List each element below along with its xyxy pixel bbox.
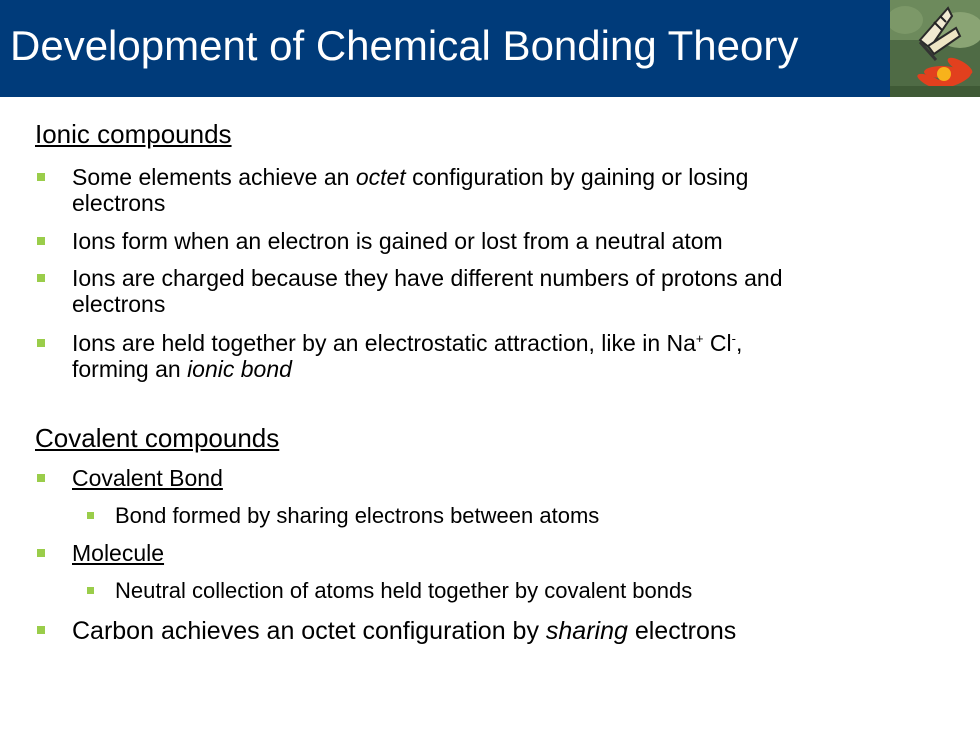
ionic-bullet-octet: Some elements achieve an octet configuration by gaining or losing electrons	[72, 164, 942, 216]
covalent-bullet-molecule: Molecule	[72, 540, 942, 566]
ionic-bullet-held-together: Ions are held together by an electrostatic attraction, like in Na+ Cl-, forming an ionic bond	[72, 330, 942, 382]
bullet-square-icon	[87, 587, 94, 594]
ionic-heading: Ionic compounds	[35, 119, 232, 149]
title-bar	[0, 0, 890, 97]
covalent-bullet-carbon: Carbon achieves an octet configuration by sharing electrons	[72, 617, 942, 645]
bullet-square-icon	[37, 237, 45, 245]
covalent-sub-bullet-bond-formed: Bond formed by sharing electrons between atoms	[115, 503, 945, 529]
bullet-square-icon	[37, 474, 45, 482]
ionic-bullet-ions-form: Ions form when an electron is gained or lost from a neutral atom	[72, 228, 942, 254]
bullet-square-icon	[37, 173, 45, 181]
covalent-bullet-covalent-bond: Covalent Bond	[72, 465, 942, 491]
covalent-sub-bullet-neutral: Neutral collection of atoms held together by covalent bonds	[115, 578, 945, 604]
bullet-square-icon	[37, 274, 45, 282]
bullet-square-icon	[37, 549, 45, 557]
slide-title: Development of Chemical Bonding Theory	[10, 22, 799, 69]
covalent-heading: Covalent compounds	[35, 423, 280, 453]
bullet-square-icon	[37, 339, 45, 347]
ionic-bullet-charged: Ions are charged because they have different numbers of protons and electrons	[72, 265, 942, 317]
bullet-square-icon	[37, 626, 45, 634]
butterfly-photo	[890, 0, 980, 97]
bullet-square-icon	[87, 512, 94, 519]
